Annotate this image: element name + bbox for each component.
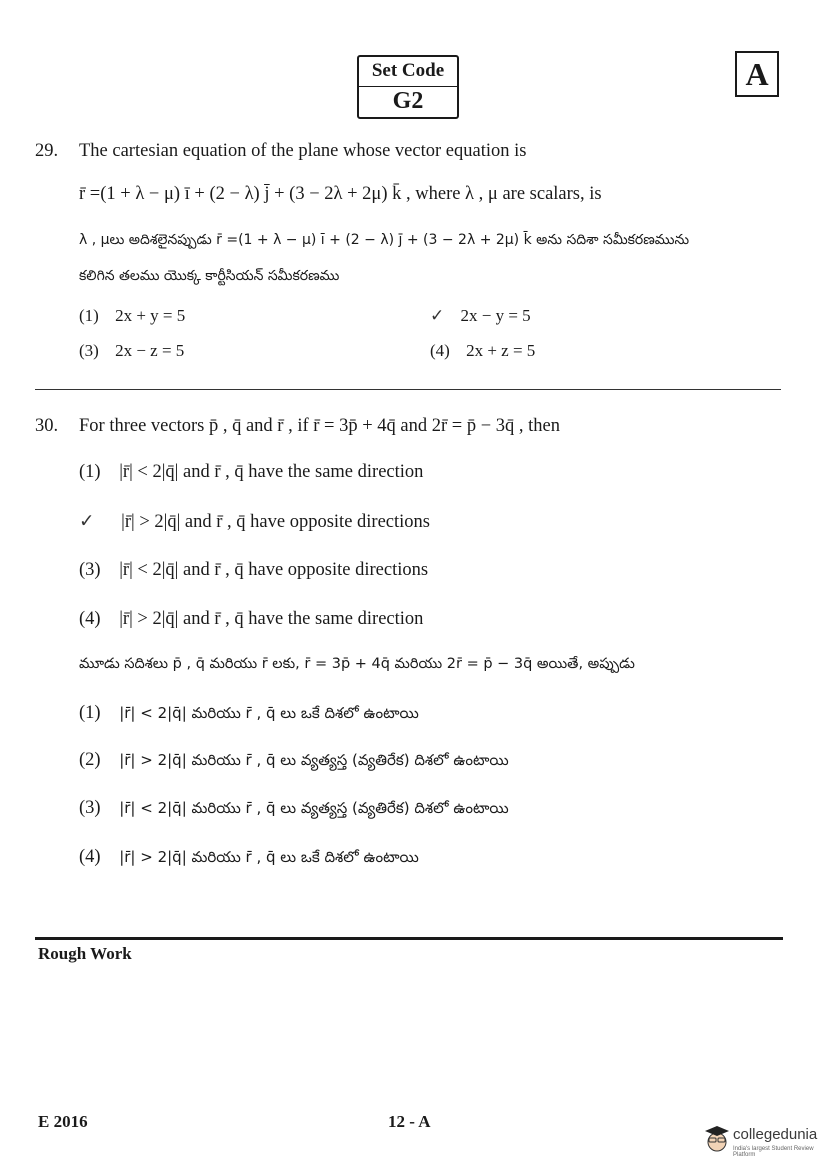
rough-work-divider [35, 937, 783, 940]
option-number: (1) [79, 462, 101, 482]
q30-stem: For three vectors p̄ , q̄ and r̄ , if r̄ = 3p̄ + 4q̄ and 2r̄ = p̄ − 3q̄ , then [79, 416, 561, 436]
q30-option-1-te[interactable] [79, 703, 419, 726]
q29-stem: The cartesian equation of the plane whose vector equation is [79, 141, 527, 161]
option-text: |r̄| > 2|q̄| మరియు r̄ , q̄ లు ఒకే దిశలో ఉంటాయి [119, 848, 419, 866]
watermark-tagline: India's largest Student Review Platform [733, 1146, 814, 1158]
option-text: 2x + z = 5 [466, 341, 536, 360]
option-text: |r̄| > 2|q̄| and r̄ , q̄ have the same direction [119, 609, 424, 629]
q30-option-2-en[interactable] [79, 511, 430, 533]
q30-option-4-te[interactable] [79, 847, 419, 870]
q29-telugu-line2: కలిగిన తలము యొక్క కార్టీసియన్ సమీకరణము [79, 268, 340, 284]
option-text: |r̄| < 2|q̄| and r̄ , q̄ have opposite directions [119, 560, 429, 580]
pen-mark-icon: ✓ [430, 306, 445, 326]
q30-number: 30. [35, 416, 59, 436]
set-code-box [357, 55, 459, 119]
option-number: (4) [79, 609, 101, 629]
rough-work-label: Rough Work [38, 944, 132, 963]
q29-option-3[interactable] [79, 341, 184, 361]
option-text: |r̄| > 2|q̄| and r̄ , q̄ have opposite directions [121, 512, 430, 532]
graduate-cap-icon [704, 1124, 730, 1154]
q29-number: 29. [35, 141, 59, 161]
option-number: (3) [79, 341, 99, 360]
question-divider [35, 389, 781, 390]
option-text: |r̄| > 2|q̄| మరియు r̄ , q̄ లు వ్యత్యస్త (వ్యతిరేక) దిశలో ఉంటాయి [119, 751, 509, 769]
option-number: (3) [79, 560, 101, 580]
option-number: (4) [430, 341, 450, 360]
q29-option-2[interactable] [430, 306, 531, 326]
q29-option-4[interactable] [430, 341, 535, 361]
q30-telugu-stem: మూడు సదిశలు p̄ , q̄ మరియు r̄ లకు, r̄ = 3p̄ + 4q̄ మరియు 2r̄ = p̄ − 3q̄ అయితే, అప్పుడు [79, 656, 635, 672]
q30-option-3-te[interactable] [79, 798, 509, 821]
option-number: (3) [79, 798, 101, 818]
q30-option-2-te[interactable] [79, 750, 509, 773]
paper-set-box: A [735, 51, 779, 97]
q29-telugu-line1: λ , μలు అదిశలైనప్పుడు r̄ =(1 + λ − μ) ī + (2 − λ) j̄ + (3 − 2λ + 2μ) k̄ అను సదిశా సమీకరణమును [79, 232, 690, 248]
q30-option-3-en[interactable] [79, 560, 428, 581]
q30-option-4-en[interactable] [79, 609, 423, 630]
set-code-label: Set Code [359, 60, 457, 87]
set-code-value: G2 [392, 88, 424, 114]
option-text: |r̄| < 2|q̄| and r̄ , q̄ have the same direction [119, 462, 424, 482]
watermark-brand: collegedunia [733, 1126, 818, 1143]
q30-option-1-en[interactable] [79, 462, 423, 483]
option-text: 2x + y = 5 [115, 306, 186, 325]
option-text: |r̄| < 2|q̄| మరియు r̄ , q̄ లు ఒకే దిశలో ఉంటాయి [119, 704, 419, 722]
q29-option-1[interactable] [79, 306, 185, 326]
q29-equation: r̄ =(1 + λ − μ) ī + (2 − λ) j̄ + (3 − 2λ + 2μ) k̄ , where λ , μ are scalars, is [79, 184, 602, 204]
option-text: |r̄| < 2|q̄| మరియు r̄ , q̄ లు వ్యత్యస్త (వ్యతిరేక) దిశలో ఉంటాయి [119, 799, 509, 817]
option-text: 2x − y = 5 [460, 306, 531, 325]
page-number: 12 - A [388, 1112, 431, 1131]
option-text: 2x − z = 5 [115, 341, 185, 360]
option-number: (4) [79, 847, 101, 867]
exam-code: E 2016 [38, 1112, 88, 1131]
option-number: (1) [79, 703, 101, 723]
pen-mark-icon: ✓ [79, 511, 95, 532]
option-number: (1) [79, 306, 99, 325]
option-number: (2) [79, 750, 101, 770]
